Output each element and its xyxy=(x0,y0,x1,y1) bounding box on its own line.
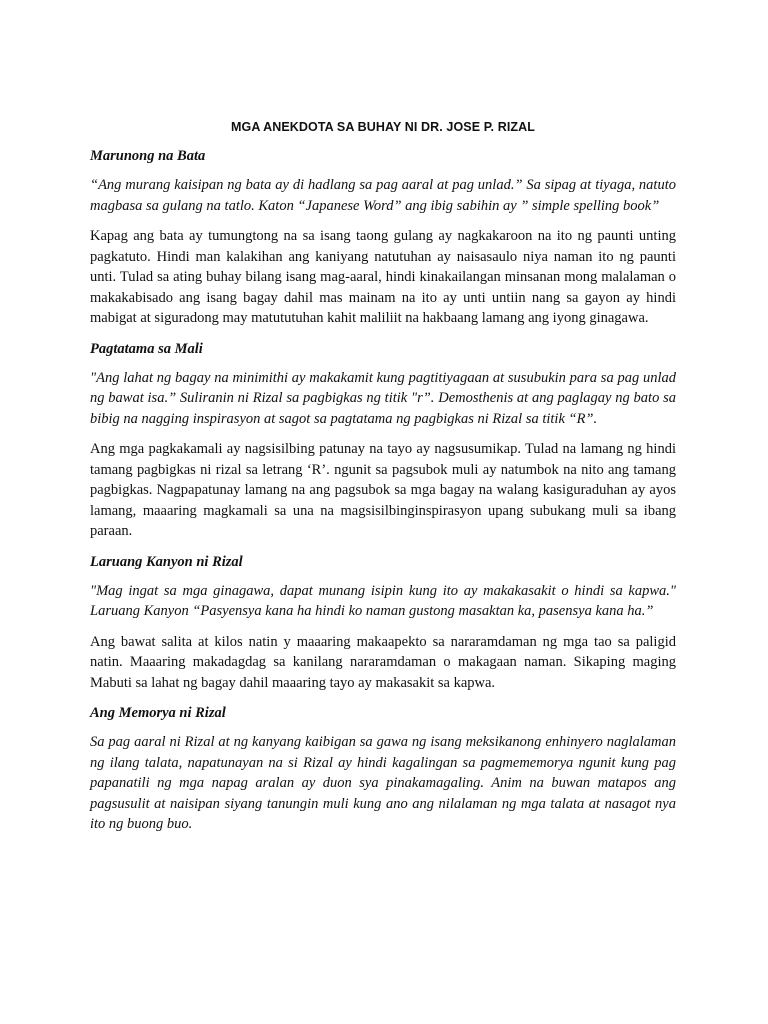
document-title: MGA ANEKDOTA SA BUHAY NI DR. JOSE P. RIZAL xyxy=(230,120,535,134)
section-quote: Sa pag aaral ni Rizal at ng kanyang kaibigan sa gawa ng isang meksikanong enhinyero naglalaman ng ilang talata, napatunayan na si Rizal ay hindi kagalingan sa pagmememorya ngunit kung pag papanatili ng mga napag aralan ay duon sya pinakamagaling. Anim na buwan matapos ang pagsusulit at naisipan siyang tanungin muli kung ano ang nilalaman ng mga talata at nasagot nya ito ng buong buo. xyxy=(90,734,676,832)
section-body: Ang mga pagkakamali ay nagsisilbing patunay na tayo ay nagsusumikap. Tulad na lamang ng hindi tamang pagbigkas ni rizal sa letrang ‘R’. ngunit sa pagsubok muli ay natumbok na nito ang tamang pagbigkas. Nagpapatunay lamang na ang pagsubok sa mga bagay na walang kasiguraduhan ay ayos lamang, maaaring magkamali sa una na magsisilbinginspirasyon upang subukang muli sa ibang paraan. xyxy=(90,441,676,539)
section-body: Kapag ang bata ay tumungtong na sa isang taong gulang ay nagkakaroon na ito ng paunti unting pagkatuto. Hindi man kalakihan ang kaniyang natutuhan ay naisasaulo niya naman ito ng paunti unti. Tulad sa ating buhay bilang isang mag-aaral, hindi kinakailangan minsanan mong malalaman o makakabisado ang isang bagay dahil mas mainam na ito ay unti untiin nang sa gayon ay hindi mabigat at siguradong may matututuhan kahit maliliit na hakbaang lamang ang iyong ginagawa. xyxy=(90,228,676,326)
document-page xyxy=(90,120,676,845)
section-laruang-kanyon xyxy=(90,554,676,694)
section-body: Ang bawat salita at kilos natin y maaaring makaapekto sa nararamdaman ng mga tao sa paligid natin. Maaaring makadagdag sa kanilang nararamdaman o makagaan naman. Sikaping maging Mabuti sa lahat ng bagay dahil maaaring tayo ay makasakit sa kapwa. xyxy=(90,633,676,691)
section-pagtatama-sa-mali xyxy=(90,341,676,542)
section-heading: Pagtatama sa Mali xyxy=(90,340,203,357)
section-quote: "Ang lahat ng bagay na minimithi ay makakamit kung pagtitiyagaan at susubukin para sa pag unlad ng bawat isa.” Suliranin ni Rizal sa pagbigkas ng titik "r”. Demosthenis at ang paglagay ng bato sa bibig na nagging inspirasyon at sagot sa pagtatama ng pagbigkas ni Rizal sa titik “R”. xyxy=(90,369,676,427)
section-heading: Marunong na Bata xyxy=(90,148,206,164)
section-marunong-na-bata xyxy=(90,148,676,329)
section-quote: "Mag ingat sa mga ginagawa, dapat munang isipin kung ito ay makakasakit o hindi sa kapwa." Laruang Kanyon “Pasyensya kana ha hindi ko naman gustong masaktan ka, pasensya kana ha.” xyxy=(90,582,676,619)
section-quote: “Ang murang kaisipan ng bata ay di hadlang sa pag aaral at pag unlad.” Sa sipag at tiyaga, natuto magbasa sa gulang na tatlo. Katon “Japanese Word” ang ibig sabihin ay ” simple spelling book” xyxy=(90,177,676,214)
section-heading: Laruang Kanyon ni Rizal xyxy=(90,553,243,570)
section-heading: Ang Memorya ni Rizal xyxy=(90,705,226,721)
section-memorya-ni-rizal xyxy=(90,705,676,835)
